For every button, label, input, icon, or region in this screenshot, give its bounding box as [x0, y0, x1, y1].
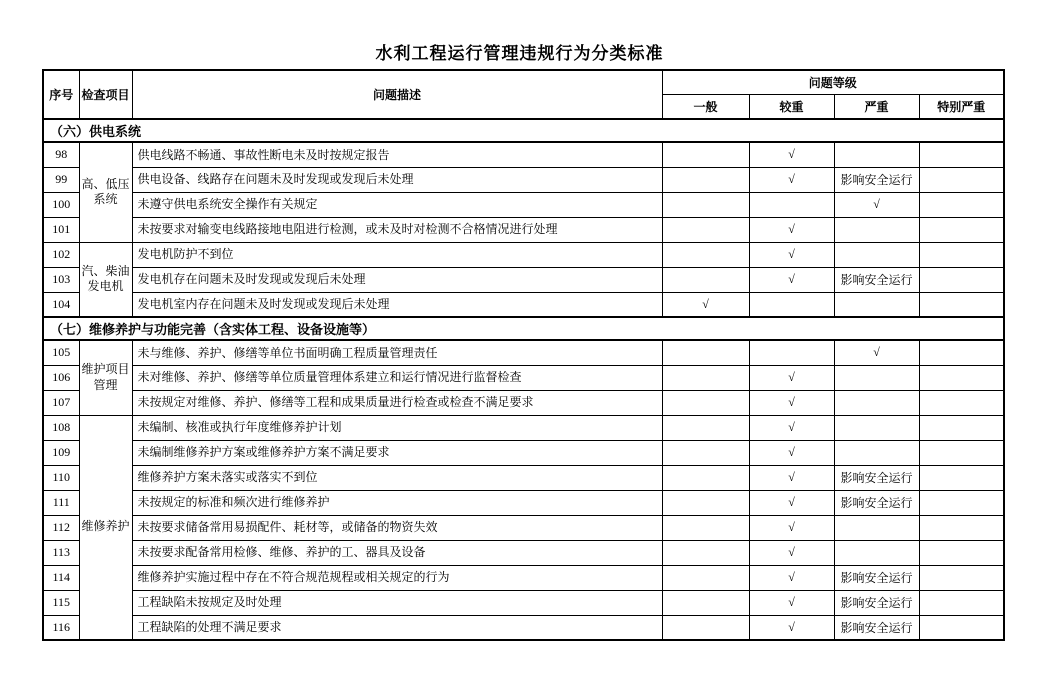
section-header-cell: （六）供电系统 [43, 119, 1004, 142]
col-header-level-group: 问题等级 [662, 70, 1004, 95]
level-cell-relatively-serious: √ [749, 465, 834, 490]
level-cell-serious [834, 142, 919, 167]
table-row [43, 340, 1004, 365]
table-row [43, 267, 1004, 292]
level-cell-relatively-serious: √ [749, 415, 834, 440]
col-header-level-especially-serious: 特别严重 [919, 95, 1004, 120]
level-cell-especially-serious [919, 390, 1004, 415]
level-cell-especially-serious [919, 415, 1004, 440]
description-cell: 维修养护方案未落实或落实不到位 [132, 465, 662, 490]
section-header-cell: （七）维修养护与功能完善（含实体工程、设备设施等） [43, 317, 1004, 340]
seq-cell: 100 [43, 192, 79, 217]
level-cell-general: √ [662, 292, 749, 317]
level-cell-relatively-serious: √ [749, 565, 834, 590]
description-cell: 发电机室内存在问题未及时发现或发现后未处理 [132, 292, 662, 317]
description-cell: 未按规定对维修、养护、修缮等工程和成果质量进行检查或检查不满足要求 [132, 390, 662, 415]
seq-cell: 111 [43, 490, 79, 515]
seq-cell: 112 [43, 515, 79, 540]
level-cell-serious: 影响安全运行 [834, 615, 919, 640]
level-cell-serious: 影响安全运行 [834, 590, 919, 615]
level-cell-relatively-serious: √ [749, 440, 834, 465]
level-cell-general [662, 565, 749, 590]
description-cell: 维修养护实施过程中存在不符合规范规程或相关规定的行为 [132, 565, 662, 590]
description-cell: 未遵守供电系统安全操作有关规定 [132, 192, 662, 217]
page-title: 水利工程运行管理违规行为分类标准 [375, 44, 664, 63]
level-cell-serious [834, 415, 919, 440]
description-cell: 未对维修、养护、修缮等单位质量管理体系建立和运行情况进行监督检查 [132, 365, 662, 390]
description-cell: 工程缺陷未按规定及时处理 [132, 590, 662, 615]
table-row [43, 390, 1004, 415]
seq-cell: 114 [43, 565, 79, 590]
level-cell-especially-serious [919, 540, 1004, 565]
level-cell-especially-serious [919, 490, 1004, 515]
level-cell-relatively-serious: √ [749, 142, 834, 167]
seq-cell: 107 [43, 390, 79, 415]
table-row [43, 192, 1004, 217]
level-cell-general [662, 540, 749, 565]
level-cell-general [662, 242, 749, 267]
level-cell-general [662, 590, 749, 615]
seq-cell: 109 [43, 440, 79, 465]
header-row-top [43, 70, 1004, 95]
seq-cell: 103 [43, 267, 79, 292]
table-header [43, 70, 1004, 119]
level-cell-especially-serious [919, 267, 1004, 292]
table-row [43, 440, 1004, 465]
col-header-level-serious: 严重 [834, 95, 919, 120]
seq-cell: 101 [43, 217, 79, 242]
level-cell-general [662, 415, 749, 440]
description-cell: 工程缺陷的处理不满足要求 [132, 615, 662, 640]
level-cell-especially-serious [919, 167, 1004, 192]
level-cell-relatively-serious: √ [749, 390, 834, 415]
level-cell-especially-serious [919, 217, 1004, 242]
level-cell-relatively-serious: √ [749, 515, 834, 540]
table-row [43, 465, 1004, 490]
level-cell-relatively-serious: √ [749, 615, 834, 640]
section-header-row [43, 317, 1004, 340]
level-cell-general [662, 142, 749, 167]
description-cell: 未按要求对输变电线路接地电阻进行检测，或未及时对检测不合格情况进行处理 [132, 217, 662, 242]
col-header-seq: 序号 [43, 70, 79, 119]
level-cell-relatively-serious [749, 292, 834, 317]
level-cell-serious [834, 390, 919, 415]
level-cell-serious [834, 217, 919, 242]
seq-cell: 113 [43, 540, 79, 565]
level-cell-relatively-serious [749, 340, 834, 365]
check-item-group-cell: 高、低压系统 [79, 142, 132, 242]
level-cell-general [662, 167, 749, 192]
seq-cell: 105 [43, 340, 79, 365]
level-cell-especially-serious [919, 142, 1004, 167]
level-cell-relatively-serious: √ [749, 242, 834, 267]
level-cell-general [662, 340, 749, 365]
description-cell: 未与维修、养护、修缮等单位书面明确工程质量管理责任 [132, 340, 662, 365]
table-row [43, 590, 1004, 615]
level-cell-especially-serious [919, 340, 1004, 365]
seq-cell: 108 [43, 415, 79, 440]
table-row [43, 142, 1004, 167]
level-cell-relatively-serious [749, 192, 834, 217]
level-cell-especially-serious [919, 590, 1004, 615]
level-cell-general [662, 192, 749, 217]
level-cell-general [662, 390, 749, 415]
level-cell-general [662, 217, 749, 242]
level-cell-serious [834, 292, 919, 317]
level-cell-serious [834, 440, 919, 465]
table-row [43, 515, 1004, 540]
section-header-row [43, 119, 1004, 142]
level-cell-general [662, 615, 749, 640]
level-cell-relatively-serious: √ [749, 490, 834, 515]
description-cell: 供电设备、线路存在问题未及时发现或发现后未处理 [132, 167, 662, 192]
level-cell-serious: √ [834, 192, 919, 217]
level-cell-especially-serious [919, 192, 1004, 217]
level-cell-relatively-serious: √ [749, 590, 834, 615]
check-item-group-cell: 汽、柴油发电机 [79, 242, 132, 317]
col-header-level-general: 一般 [662, 95, 749, 120]
seq-cell: 110 [43, 465, 79, 490]
col-header-check-item: 检查项目 [79, 70, 132, 119]
level-cell-general [662, 365, 749, 390]
level-cell-especially-serious [919, 242, 1004, 267]
description-cell: 发电机防护不到位 [132, 242, 662, 267]
table-row [43, 365, 1004, 390]
table-row [43, 167, 1004, 192]
level-cell-serious [834, 515, 919, 540]
classification-table [42, 69, 1005, 641]
table-row [43, 292, 1004, 317]
seq-cell: 116 [43, 615, 79, 640]
level-cell-relatively-serious: √ [749, 217, 834, 242]
col-header-description: 问题描述 [132, 70, 662, 119]
check-item-group-cell: 维修养护 [79, 415, 132, 640]
seq-cell: 99 [43, 167, 79, 192]
level-cell-especially-serious [919, 615, 1004, 640]
check-item-group-cell: 维护项目管理 [79, 340, 132, 415]
level-cell-serious: √ [834, 340, 919, 365]
seq-cell: 102 [43, 242, 79, 267]
description-cell: 未按规定的标准和频次进行维修养护 [132, 490, 662, 515]
table-row [43, 217, 1004, 242]
seq-cell: 98 [43, 142, 79, 167]
table-row [43, 415, 1004, 440]
level-cell-especially-serious [919, 292, 1004, 317]
level-cell-general [662, 465, 749, 490]
seq-cell: 106 [43, 365, 79, 390]
description-cell: 未按要求储备常用易损配件、耗材等，或储备的物资失效 [132, 515, 662, 540]
level-cell-general [662, 490, 749, 515]
level-cell-serious [834, 540, 919, 565]
level-cell-general [662, 515, 749, 540]
level-cell-relatively-serious: √ [749, 540, 834, 565]
level-cell-relatively-serious: √ [749, 167, 834, 192]
description-cell: 未编制维修养护方案或维修养护方案不满足要求 [132, 440, 662, 465]
description-cell: 未编制、核准或执行年度维修养护计划 [132, 415, 662, 440]
table-row [43, 242, 1004, 267]
level-cell-especially-serious [919, 365, 1004, 390]
level-cell-especially-serious [919, 440, 1004, 465]
level-cell-relatively-serious: √ [749, 267, 834, 292]
seq-cell: 104 [43, 292, 79, 317]
table-row [43, 615, 1004, 640]
description-cell: 发电机存在问题未及时发现或发现后未处理 [132, 267, 662, 292]
table-row [43, 565, 1004, 590]
table-row [43, 540, 1004, 565]
level-cell-serious [834, 365, 919, 390]
level-cell-especially-serious [919, 565, 1004, 590]
level-cell-serious: 影响安全运行 [834, 465, 919, 490]
level-cell-serious: 影响安全运行 [834, 565, 919, 590]
col-header-level-relatively-serious: 较重 [749, 95, 834, 120]
table-body [43, 119, 1004, 640]
level-cell-general [662, 267, 749, 292]
level-cell-especially-serious [919, 515, 1004, 540]
level-cell-especially-serious [919, 465, 1004, 490]
description-cell: 供电线路不畅通、事故性断电未及时按规定报告 [132, 142, 662, 167]
level-cell-serious [834, 242, 919, 267]
level-cell-serious: 影响安全运行 [834, 490, 919, 515]
level-cell-serious: 影响安全运行 [834, 167, 919, 192]
level-cell-relatively-serious: √ [749, 365, 834, 390]
level-cell-general [662, 440, 749, 465]
description-cell: 未按要求配备常用检修、维修、养护的工、器具及设备 [132, 540, 662, 565]
seq-cell: 115 [43, 590, 79, 615]
level-cell-serious: 影响安全运行 [834, 267, 919, 292]
table-row [43, 490, 1004, 515]
